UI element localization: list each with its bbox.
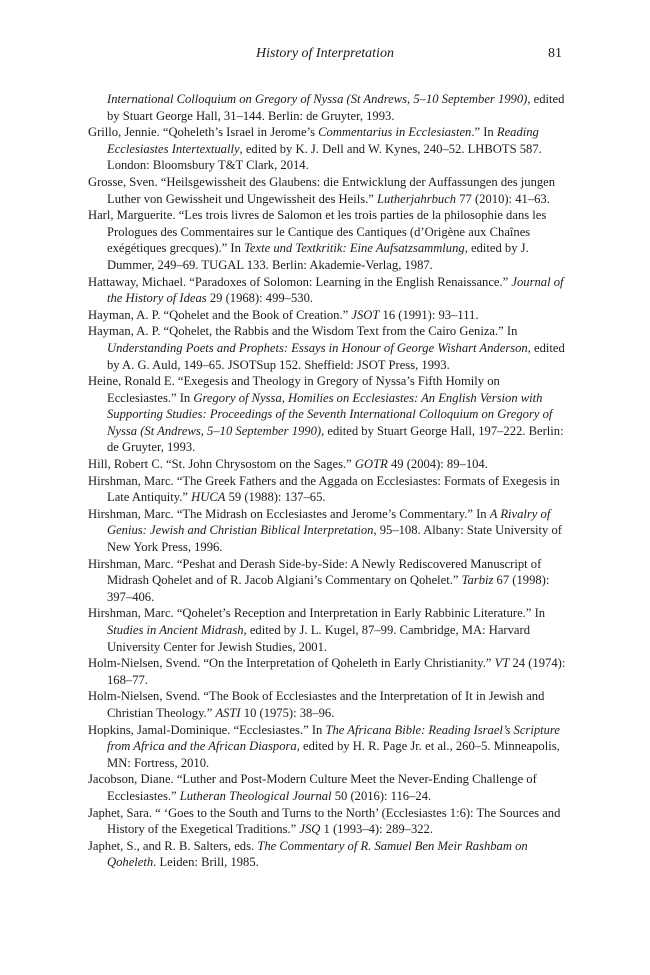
entry-text: , edited by H. R. Page Jr. et al., 260–5. Minneapolis, MN: Fortress, 2010. bbox=[107, 739, 560, 770]
entry-title-italic: Texte und Textkritik: Eine Aufsatzsammlung bbox=[244, 241, 465, 256]
entry-text: , edited by Stuart George Hall, 31–144. Berlin: de Gruyter, 1993. bbox=[107, 92, 565, 123]
entry-text: 16 (1991): 93–111. bbox=[379, 307, 479, 322]
entry-text: 77 (2010): 41–63. bbox=[456, 191, 550, 206]
entry-text: , edited by K. J. Dell and W. Kynes, 240–52. LHBOTS 587. London: Bloomsbury T&T Clark, 2014. bbox=[107, 141, 542, 173]
bibliography-entry bbox=[88, 91, 566, 124]
bibliography-entry bbox=[88, 207, 566, 273]
bibliography-entry bbox=[88, 688, 566, 721]
bibliography-entry bbox=[88, 274, 566, 307]
entry-title-italic: Journal of the History of Ideas bbox=[107, 274, 564, 306]
bibliography-list bbox=[88, 91, 566, 871]
entry-text: . Leiden: Brill, 1985. bbox=[153, 855, 259, 870]
bibliography-entry bbox=[88, 655, 566, 688]
entry-text: , edited by A. G. Auld, 149–65. JSOTSup 152. Sheffield: JSOT Press, 1993. bbox=[107, 340, 565, 372]
entry-text: 50 (2016): 116–24. bbox=[331, 788, 432, 803]
bibliography-entry bbox=[88, 556, 566, 606]
bibliography-entry bbox=[88, 456, 566, 473]
entry-title-italic: International Colloquium on Gregory of Nyssa (St Andrews, 5–10 September 1990) bbox=[107, 92, 528, 106]
bibliography-entry bbox=[88, 323, 566, 373]
entry-text: 24 (1974): 168–77. bbox=[107, 656, 566, 687]
entry-text: , edited by J. Dummer, 249–69. TUGAL 133. Berlin: Akademie-Verlag, 1987. bbox=[107, 241, 529, 272]
running-title: History of Interpretation bbox=[256, 46, 394, 61]
entry-title-italic: The Africana Bible: Reading Israel’s Scripture from Africa and the African Diaspora bbox=[107, 722, 560, 754]
entry-title-italic: Studies in Ancient Midrash bbox=[107, 623, 244, 637]
page-number: 81 bbox=[548, 46, 562, 61]
entry-title-italic: Understanding Poets and Prophets: Essays in Honour of George Wishart Anderson bbox=[107, 340, 528, 355]
entry-title-italic: Lutherjahrbuch bbox=[377, 191, 457, 206]
entry-text: 59 (1988): 137–65. bbox=[225, 490, 326, 505]
entry-title-italic: HUCA bbox=[191, 490, 226, 505]
entry-text: Harl, Marguerite. “Les trois livres de Salomon et les trois parties de la philosophie dans les Prologues des Commentaires sur le Cantique des Cantiques (d’Origène aux Chaînes exégétiques grecques).” In bbox=[88, 208, 547, 256]
bibliography-entry bbox=[88, 771, 566, 804]
entry-text: Hirshman, Marc. “Peshat and Derash Side-by-Side: A Newly Rediscovered Manuscript of Midrash Qohelet and of R. Jacob Algiani’s Commentary on Qohelet.” bbox=[88, 556, 542, 588]
entry-text: , 95–108. Albany: State University of New York Press, 1996. bbox=[107, 523, 562, 555]
entry-text: Heine, Ronald E. “Exegesis and Theology in Gregory of Nyssa’s Fifth Homily on Ecclesiastes.” In bbox=[88, 374, 500, 405]
bibliography-entry bbox=[88, 805, 566, 838]
page-header bbox=[88, 46, 562, 64]
entry-title-italic: JSOT bbox=[351, 307, 380, 322]
bibliography-entry bbox=[88, 473, 566, 506]
entry-text: Holm-Nielsen, Svend. “The Book of Ecclesiastes and the Interpretation of It in Jewish and Christian Theology.” bbox=[88, 689, 545, 720]
entry-text: Hattaway, Michael. “Paradoxes of Solomon: Learning in the English Renaissance.” bbox=[88, 274, 512, 289]
entry-text: Japhet, S., and R. B. Salters, eds. bbox=[88, 838, 258, 853]
bibliography-entry bbox=[88, 307, 566, 324]
entry-text: Hopkins, Jamal-Dominique. “Ecclesiastes.” In bbox=[88, 722, 326, 737]
entry-title-italic: VT bbox=[494, 656, 510, 671]
entry-title-italic: JSQ bbox=[299, 822, 321, 837]
entry-text: , edited by J. L. Kugel, 87–99. Cambridge, MA: Harvard University Center for Jewish Studies, 2001. bbox=[107, 623, 530, 654]
entry-text: Jacobson, Diane. “Luther and Post-Modern Culture Meet the Never-Ending Challenge of Ecclesiastes.” bbox=[88, 772, 537, 803]
bibliography-entry bbox=[88, 373, 566, 456]
entry-text: Grillo, Jennie. “Qoheleth’s Israel in Jerome’s bbox=[88, 125, 319, 140]
bibliography-entry bbox=[88, 124, 566, 174]
entry-text: Hirshman, Marc. “The Midrash on Ecclesiastes and Jerome’s Commentary.” In bbox=[88, 506, 490, 521]
entry-text: 1 (1993–4): 289–322. bbox=[320, 822, 433, 837]
entry-text: 10 (1975): 38–96. bbox=[240, 705, 335, 720]
entry-text: Holm-Nielsen, Svend. “On the Interpretation of Qoheleth in Early Christianity.” bbox=[88, 656, 495, 671]
bibliography-entry bbox=[88, 174, 566, 207]
entry-text: Hill, Robert C. “St. John Chrysostom on the Sages.” bbox=[88, 457, 355, 472]
bibliography-entry bbox=[88, 838, 566, 871]
entry-title-italic: ASTI bbox=[215, 705, 241, 720]
entry-title-italic: Tarbiz bbox=[461, 573, 494, 588]
bibliography-entry bbox=[88, 722, 566, 772]
entry-title-italic: Commentarius in Ecclesiasten bbox=[318, 125, 472, 140]
entry-text: Hayman, A. P. “Qohelet, the Rabbis and the Wisdom Text from the Cairo Geniza.” In bbox=[88, 324, 518, 339]
entry-text: 49 (2004): 89–104. bbox=[387, 457, 488, 472]
entry-title-italic: A Rivalry of Genius: Jewish and Christian Biblical Interpretation bbox=[107, 506, 551, 538]
entry-text: .” In bbox=[471, 125, 497, 140]
entry-title-italic: Gregory of Nyssa, Homilies on Ecclesiastes: An English Version with Supporting Studies: Proceedings of the Seventh International Colloquium on Gregory of Nyssa (St Andrews, 5–10 September 1990) bbox=[107, 390, 553, 438]
entry-text: 67 (1998): 397–406. bbox=[107, 573, 550, 604]
entry-text: 29 (1968): 499–530. bbox=[206, 291, 314, 306]
entry-text: Hirshman, Marc. “Qohelet’s Reception and Interpretation in Early Rabbinic Literature.” In bbox=[88, 606, 546, 621]
entry-title-italic: Lutheran Theological Journal bbox=[179, 788, 332, 803]
bibliography-entry bbox=[88, 605, 566, 655]
entry-title-italic: Reading Ecclesiastes Intertextually bbox=[107, 125, 539, 156]
entry-title-italic: GOTR bbox=[354, 457, 388, 472]
entry-text: Grosse, Sven. “Heilsgewissheit des Glaubens: die Entwicklung der Auffassungen des jungen Luther von Gewissheit und Ungewissheit des Heils.” bbox=[88, 174, 556, 206]
entry-text: Hirshman, Marc. “The Greek Fathers and the Aggada on Ecclesiastes: Formats of Exegesis in Late Antiquity.” bbox=[88, 473, 560, 505]
entry-text: Hayman, A. P. “Qohelet and the Book of Creation.” bbox=[88, 307, 352, 322]
entry-title-italic: The Commentary of R. Samuel Ben Meir Rashbam on Qoheleth bbox=[107, 838, 528, 870]
entry-text: Japhet, Sara. “ ‘Goes to the South and Turns to the North’ (Ecclesiastes 1:6): The Sources and History of the Exegetical Traditions.” bbox=[88, 805, 561, 837]
bibliography-entry bbox=[88, 506, 566, 556]
entry-text: , edited by Stuart George Hall, 197–222. Berlin: de Gruyter, 1993. bbox=[107, 423, 564, 455]
